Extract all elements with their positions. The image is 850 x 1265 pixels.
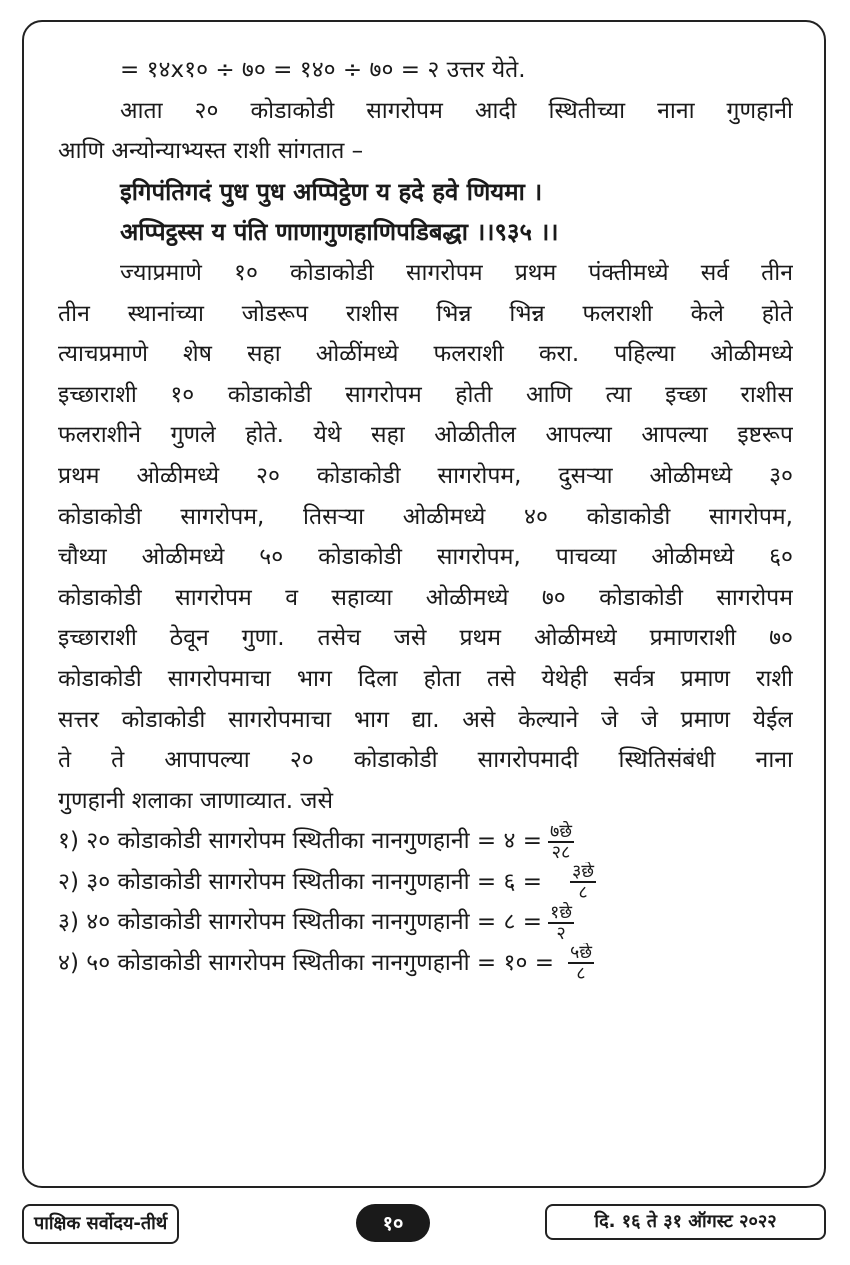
fraction-denominator: २: [556, 922, 566, 944]
list-item-text: २) ३० कोडाकोडी सागरोपम स्थितीका नानगुणहानी = ६ =: [58, 868, 543, 895]
list-item: [58, 821, 793, 862]
fraction-denominator: ८: [576, 963, 586, 984]
text-line: = १४x१० ÷ ७० = १४० ÷ ७० = २ उत्तर येते.: [120, 57, 526, 83]
text-line: आता २० कोडाकोडी सागरोपम आदी स्थितीच्या नाना गुणहानी: [120, 97, 793, 124]
text-line: त्याचप्रमाणे शेष सहा ओळींमध्ये फलराशी करा. पहिल्या ओळीमध्ये: [58, 341, 793, 368]
list-item: [58, 862, 793, 903]
text-line: इच्छाराशी ठेवून गुणा. तसेच जसे प्रथम ओळीमध्ये प्रमाणराशी ७०: [58, 625, 793, 652]
text-line: सत्तर कोडाकोडी सागरोपमाचा भाग द्या. असे केल्याने जे जे प्रमाण येईल: [58, 706, 793, 733]
issue-date: दि. १६ ते ३१ ऑगस्ट २०२२: [545, 1204, 826, 1240]
text-line: कोडाकोडी सागरोपमाचा भाग दिला होता तसे येथेही सर्वत्र प्रमाण राशी: [58, 665, 793, 692]
text-line: ज्याप्रमाणे १० कोडाकोडी सागरोपम प्रथम पंक्तीमध्ये सर्व तीन: [120, 259, 793, 286]
page-content: [58, 50, 793, 984]
fraction-denominator: २८: [551, 841, 571, 862]
verse-line: इगिपंतिगदं पुध पुध अप्पिट्ठेण य हदे हवे णियमा ।: [120, 177, 543, 206]
text-line: चौथ्या ओळीमध्ये ५० कोडाकोडी सागरोपम, पाचव्या ओळीमध्ये ६०: [58, 544, 793, 571]
list-item-text: १) २० कोडाकोडी सागरोपम स्थितीका नानगुणहानी = ४ =: [58, 828, 543, 855]
text-line: ते ते आपापल्या २० कोडाकोडी सागरोपमादी स्थितिसंबंधी नाना: [58, 747, 793, 774]
verse-line: अप्पिट्ठस्स य पंति णाणागुणहाणिपडिबद्धा ।।९३५ ।।: [120, 218, 559, 247]
page-number: १०: [356, 1204, 430, 1242]
text-line: आणि अन्योन्याभ्यस्त राशी सांगतात –: [58, 138, 364, 165]
fraction: [570, 862, 596, 902]
text-line: इच्छाराशी १० कोडाकोडी सागरोपम होती आणि त्या इच्छा राशीस: [58, 381, 793, 408]
publication-name: पाक्षिक सर्वोदय-तीर्थ: [22, 1204, 179, 1244]
fraction: [548, 822, 574, 862]
list-item: [58, 943, 793, 984]
text-line: फलराशीने गुणले होते. येथे सहा ओळीतील आपल्या आपल्या इष्टरूप: [58, 422, 793, 449]
list-item-text: ३) ४० कोडाकोडी सागरोपम स्थितीका नानगुणहानी = ८ =: [58, 909, 543, 936]
fraction-numerator: ५छे: [570, 943, 592, 964]
text-line: प्रथम ओळीमध्ये २० कोडाकोडी सागरोपम, दुसऱ्या ओळीमध्ये ३०: [58, 462, 793, 489]
text-line: गुणहानी शलाका जाणाव्यात. जसे: [58, 787, 334, 814]
fraction: [548, 903, 574, 943]
text-line: कोडाकोडी सागरोपम व सहाव्या ओळीमध्ये ७० कोडाकोडी सागरोपम: [58, 584, 793, 611]
fraction-numerator: ३छे: [572, 861, 595, 883]
fraction: [568, 943, 594, 983]
fraction-denominator: ८: [578, 882, 588, 903]
fraction-numerator: १छे: [550, 902, 573, 923]
list-item-text: ४) ५० कोडाकोडी सागरोपम स्थितीका नानगुणहानी = १० =: [58, 950, 554, 977]
fraction-numerator: ७छे: [550, 821, 573, 842]
list-item: [58, 902, 793, 943]
text-line: कोडाकोडी सागरोपम, तिसऱ्या ओळीमध्ये ४० कोडाकोडी सागरोपम,: [58, 503, 793, 530]
text-line: तीन स्थानांच्या जोडरूप राशीस भिन्न भिन्न फलराशी केले होते: [58, 300, 793, 327]
